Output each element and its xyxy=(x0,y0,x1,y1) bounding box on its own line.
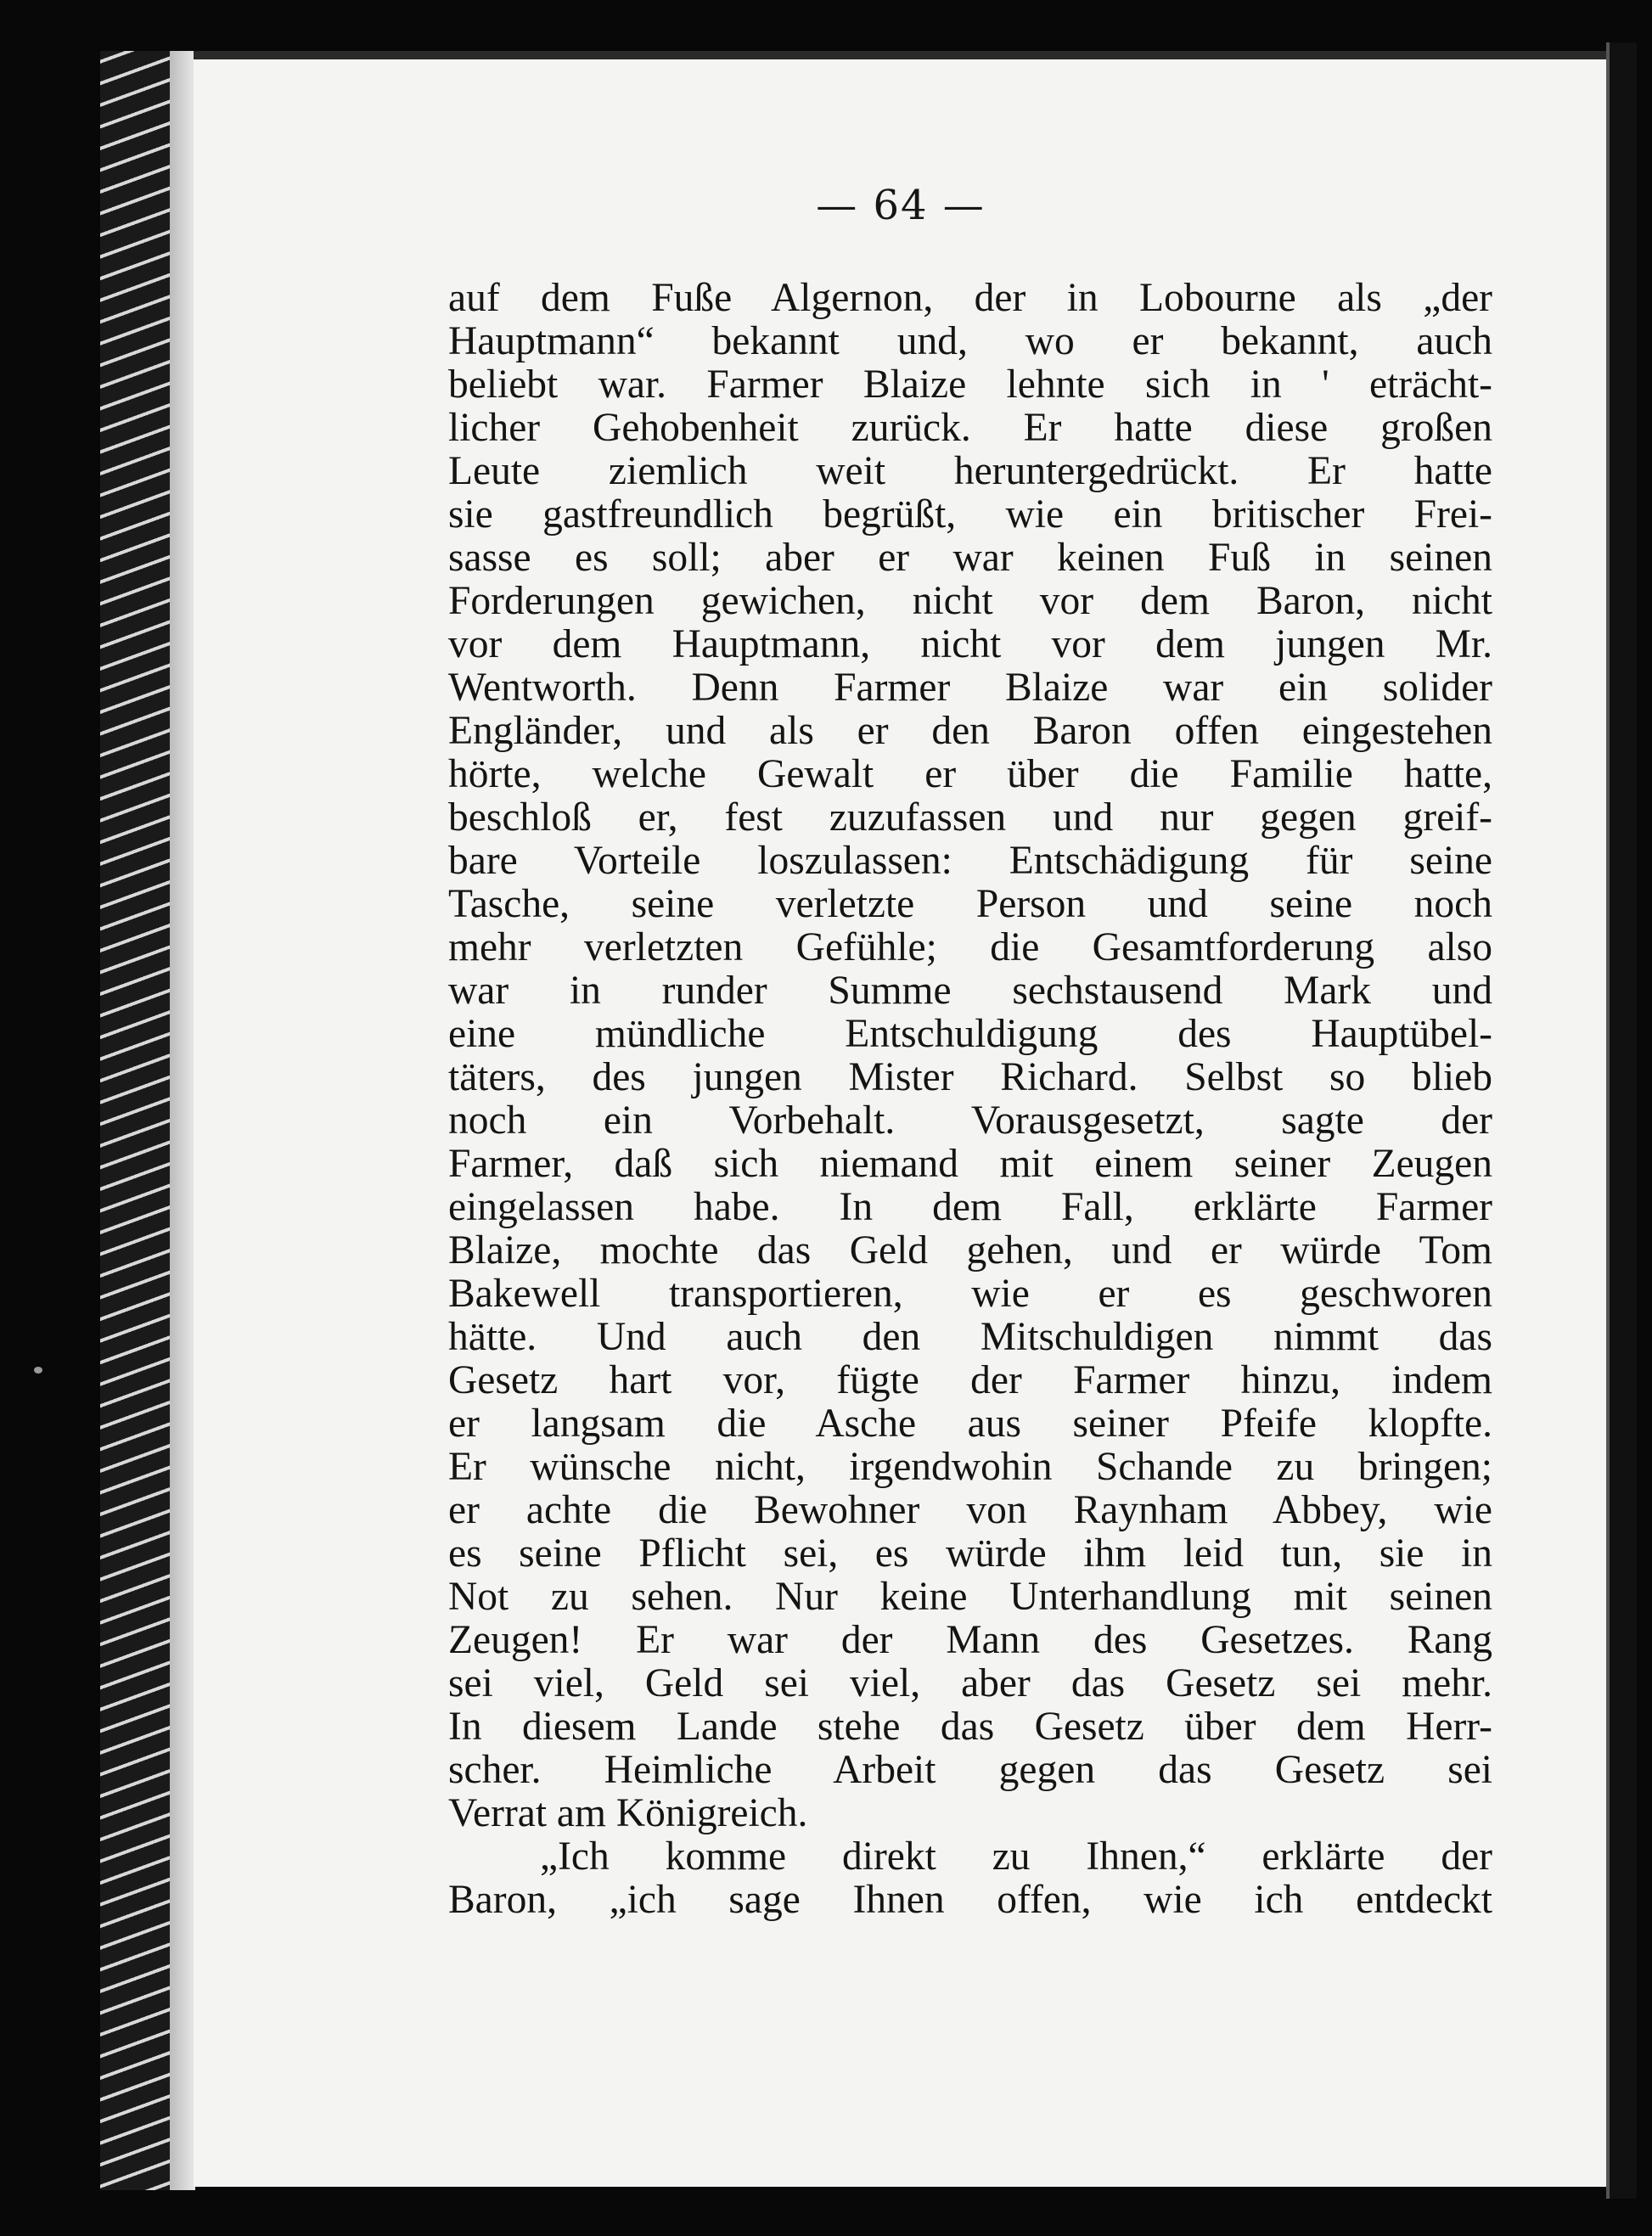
text-line: es seine Pflicht sei, es würde ihm leid tun, sie in xyxy=(448,1531,1492,1576)
text-line: Blaize, mochte das Geld gehen, und er würde Tom xyxy=(448,1228,1492,1272)
text-line: licher Gehobenheit zurück. Er hatte diese großen xyxy=(448,406,1492,450)
text-line: sei viel, Geld sei viel, aber das Gesetz sei mehr. xyxy=(448,1661,1492,1705)
text-line: vor dem Hauptmann, nicht vor dem jungen Mr. xyxy=(448,622,1492,666)
text-line: Tasche, seine verletzte Person und seine noch xyxy=(448,882,1492,926)
text-line: Gesetz hart vor, fügte der Farmer hinzu, indem xyxy=(448,1358,1492,1402)
text-line: Leute ziemlich weit heruntergedrückt. Er hatte xyxy=(448,449,1492,493)
text-line: Bakewell transportieren, wie er es geschworen xyxy=(448,1272,1492,1316)
text-line: Hauptmann“ bekannt und, wo er bekannt, auch xyxy=(448,319,1492,363)
text-line: beschloß er, fest zuzufassen und nur gegen greif- xyxy=(448,795,1492,840)
text-line: hörte, welche Gewalt er über die Familie hatte, xyxy=(448,752,1492,796)
text-line: Engländer, und als er den Baron offen eingestehen xyxy=(448,709,1492,753)
text-line: täters, des jungen Mister Richard. Selbst so blieb xyxy=(448,1055,1492,1099)
text-line: eingelassen habe. In dem Fall, erklärte Farmer xyxy=(448,1185,1492,1229)
text-line: beliebt war. Farmer Blaize lehnte sich in ' eträcht- xyxy=(448,362,1492,407)
body-text xyxy=(448,277,1492,1922)
text-line: bare Vorteile loszulassen: Entschädigung für seine xyxy=(448,839,1492,883)
scan-speck xyxy=(34,1367,42,1374)
text-line: war in runder Summe sechstausend Mark und xyxy=(448,969,1492,1013)
text-line: Verrat am Königreich. xyxy=(448,1791,808,1835)
text-line: hätte. Und auch den Mitschuldigen nimmt das xyxy=(448,1315,1492,1359)
text-line: noch ein Vorbehalt. Vorausgesetzt, sagte der xyxy=(448,1098,1492,1143)
text-line: er langsam die Asche aus seiner Pfeife klopfte. xyxy=(448,1402,1492,1446)
text-line: er achte die Bewohner von Raynham Abbey, wie xyxy=(448,1488,1492,1532)
text-line: In diesem Lande stehe das Gesetz über dem Herr- xyxy=(448,1705,1492,1749)
text-line: Baron, „ich sage Ihnen offen, wie ich entdeckt xyxy=(448,1878,1492,1922)
text-line: mehr verletzten Gefühle; die Gesamtforderung also xyxy=(448,925,1492,969)
text-line: auf dem Fuße Algernon, der in Lobourne als „der xyxy=(448,276,1492,320)
text-line: sie gastfreundlich begrüßt, wie ein britischer Frei- xyxy=(448,492,1492,537)
text-line: eine mündliche Entschuldigung des Hauptübel- xyxy=(448,1012,1492,1056)
page-number: — 64 — xyxy=(816,182,986,229)
page-gutter xyxy=(170,51,195,2190)
page-top-edge xyxy=(194,51,1608,59)
text-line: scher. Heimliche Arbeit gegen das Gesetz sei xyxy=(448,1748,1492,1792)
text-line: Er wünsche nicht, irgendwohin Schande zu bringen; xyxy=(448,1445,1492,1489)
text-line: Forderungen gewichen, nicht vor dem Baron, nicht xyxy=(448,579,1492,623)
text-line: Not zu sehen. Nur keine Unterhandlung mit seinen xyxy=(448,1575,1492,1619)
text-line: „Ich komme direkt zu Ihnen,“ erklärte der xyxy=(540,1834,1492,1879)
text-line: Farmer, daß sich niemand mit einem seiner Zeugen xyxy=(448,1142,1492,1186)
book-right-edge xyxy=(1606,42,1637,2199)
text-line: sasse es soll; aber er war keinen Fuß in seinen xyxy=(448,536,1492,580)
text-line: Zeugen! Er war der Mann des Gesetzes. Rang xyxy=(448,1618,1492,1662)
text-line: Wentworth. Denn Farmer Blaize war ein solider xyxy=(448,666,1492,710)
